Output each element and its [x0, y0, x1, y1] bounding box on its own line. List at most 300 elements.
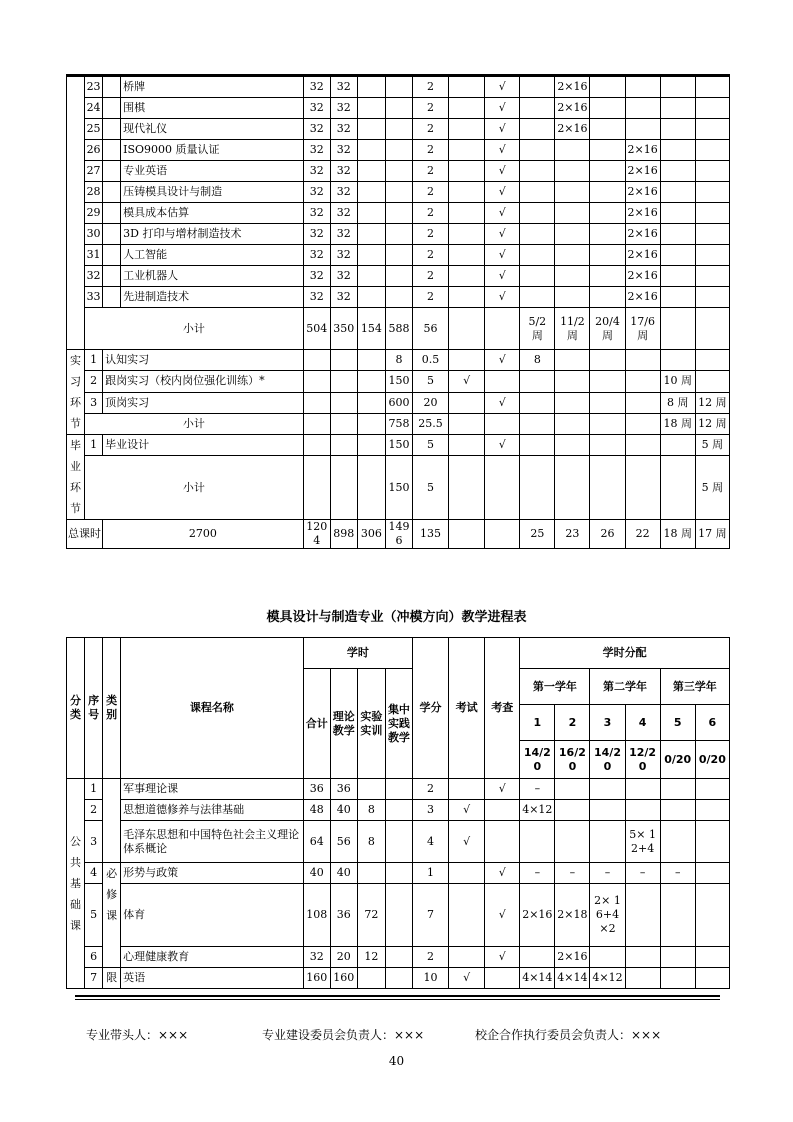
course-number: 2 — [85, 371, 103, 392]
cell-s1 — [520, 119, 555, 140]
cell-s1 — [520, 371, 555, 392]
cell-s2 — [555, 800, 590, 821]
cell-s3 — [590, 821, 625, 863]
cell-lab — [357, 161, 385, 182]
cell-credit: 10 — [412, 968, 448, 989]
cell-s4: 2×16 — [625, 140, 660, 161]
subtotal-credit: 25.5 — [413, 413, 449, 434]
cell-check: √ — [485, 245, 520, 266]
table-cell — [357, 435, 385, 456]
cell-theory: 32 — [330, 98, 357, 119]
committee-signature: 专业建设委员会负责人：××× — [262, 1028, 425, 1042]
public-foundation-label: 公共基础课 — [67, 779, 85, 989]
header-weeks: 16/20 — [555, 741, 590, 779]
table-cell — [590, 413, 625, 434]
table-cell — [303, 456, 330, 520]
header-weeks: 14/20 — [520, 741, 555, 779]
course-number: 29 — [85, 203, 103, 224]
header-weeks: 12/20 — [625, 741, 660, 779]
cell-total: 40 — [303, 863, 330, 884]
table-row — [67, 435, 730, 456]
table-cell — [625, 435, 660, 456]
cell-s1: 4×12 — [520, 800, 555, 821]
cell-theory: 32 — [330, 161, 357, 182]
course-number: 28 — [85, 182, 103, 203]
course-number: 3 — [85, 392, 103, 413]
table-row — [67, 520, 730, 549]
cell-theory: 32 — [330, 287, 357, 308]
cell-s4 — [625, 800, 660, 821]
internship-group-label: 实习环节 — [67, 350, 85, 435]
course-name: 3D 打印与增材制造技术 — [121, 224, 304, 245]
course-number: 26 — [85, 140, 103, 161]
cell-practice — [385, 161, 412, 182]
cell-s6 — [695, 119, 729, 140]
course-name: 压铸模具设计与制造 — [121, 182, 304, 203]
table-row — [67, 203, 730, 224]
table-cell — [555, 456, 590, 520]
cell-practice — [385, 266, 412, 287]
cell-s1 — [520, 140, 555, 161]
cell-theory: 32 — [330, 224, 357, 245]
cell-check: √ — [485, 350, 520, 371]
cell-credit: 7 — [412, 884, 448, 947]
cell-check: √ — [485, 884, 520, 947]
cell-check: √ — [485, 435, 520, 456]
table-row — [67, 371, 730, 392]
cell-s4: – — [625, 863, 660, 884]
cell-practice — [385, 947, 412, 968]
cell-credit: 5 — [413, 435, 449, 456]
cell-s6 — [695, 140, 729, 161]
subtotal-lab: 154 — [357, 308, 385, 350]
course-name: 模具成本估算 — [121, 203, 304, 224]
cell-s5 — [660, 287, 695, 308]
cell-s3 — [590, 779, 625, 800]
type-cell — [103, 98, 121, 119]
table-cell — [590, 435, 625, 456]
cell-s1 — [520, 392, 555, 413]
course-name: 军事理论课 — [121, 779, 304, 800]
table-cell — [660, 435, 695, 456]
header-lab: 实验实训 — [357, 669, 385, 779]
cell-check: √ — [485, 203, 520, 224]
cell-lab: 72 — [357, 884, 385, 947]
cell-s3 — [590, 182, 625, 203]
table-cell — [625, 392, 660, 413]
cell-credit: 2 — [413, 140, 449, 161]
cell-s3 — [590, 287, 625, 308]
cell-credit: 2 — [413, 266, 449, 287]
total-s5: 18 周 — [660, 520, 695, 549]
table-cell — [449, 435, 485, 456]
cell-s4 — [625, 119, 660, 140]
cell-credit: 2 — [413, 161, 449, 182]
cell-practice — [385, 779, 412, 800]
table-row — [67, 947, 730, 968]
cell-theory: 56 — [330, 821, 357, 863]
type-cell — [103, 287, 121, 308]
course-name: 英语 — [121, 968, 304, 989]
cell-lab — [357, 119, 385, 140]
cell-s5: – — [660, 863, 695, 884]
cell-s6: 12 周 — [695, 392, 729, 413]
cell-s3 — [590, 119, 625, 140]
cell-s4 — [625, 77, 660, 98]
cell-practice: 150 — [385, 371, 412, 392]
cell-lab — [357, 863, 385, 884]
course-name: 思想道德修养与法律基础 — [121, 800, 304, 821]
cell-total: 32 — [303, 140, 330, 161]
cell-s5 — [660, 884, 695, 947]
cell-credit: 3 — [412, 800, 448, 821]
table-cell — [485, 413, 520, 434]
course-number: 3 — [85, 821, 103, 863]
footer-rule-thick — [75, 995, 720, 997]
subtotal-s2: 11/2 周 — [555, 308, 590, 350]
cell-lab — [357, 224, 385, 245]
cell-credit: 2 — [413, 224, 449, 245]
cell-theory: 32 — [330, 140, 357, 161]
cell-exam — [449, 77, 485, 98]
total-credit: 135 — [413, 520, 449, 549]
subtotal-practice: 758 — [385, 413, 412, 434]
cell-practice — [385, 182, 412, 203]
cell-s1: – — [520, 863, 555, 884]
cell-practice — [385, 863, 412, 884]
table-cell — [695, 308, 729, 350]
course-number: 1 — [85, 350, 103, 371]
cell-s3: 4×12 — [590, 968, 625, 989]
cell-s2: 4×14 — [555, 968, 590, 989]
cell-check — [485, 968, 520, 989]
cell-check — [485, 821, 520, 863]
cell-s1 — [520, 224, 555, 245]
table-cell — [590, 392, 625, 413]
cell-s6 — [695, 224, 729, 245]
cell-credit: 2 — [413, 77, 449, 98]
table-cell — [303, 413, 330, 434]
cell-s4: 5× 12+4 — [625, 821, 660, 863]
cell-theory: 32 — [330, 182, 357, 203]
cell-theory: 32 — [330, 119, 357, 140]
table-cell — [485, 308, 520, 350]
cell-check: √ — [485, 287, 520, 308]
header-course-name: 课程名称 — [121, 638, 304, 779]
cell-s6 — [695, 77, 729, 98]
leader-signature: 专业带头人：××× — [86, 1028, 189, 1042]
cell-s3 — [590, 266, 625, 287]
cell-total: 32 — [303, 287, 330, 308]
table-row — [67, 968, 730, 989]
limited-label: 限 — [103, 968, 121, 989]
cell-s2 — [555, 140, 590, 161]
course-name: 先进制造技术 — [121, 287, 304, 308]
table-cell — [590, 371, 625, 392]
table-row — [67, 245, 730, 266]
cell-s5 — [660, 779, 695, 800]
schedule-table-continued — [66, 76, 730, 549]
table-cell — [357, 371, 385, 392]
table-row — [67, 456, 730, 520]
table-cell — [555, 350, 590, 371]
table-cell — [303, 392, 330, 413]
table-row — [67, 287, 730, 308]
type-cell — [103, 224, 121, 245]
course-name: 现代礼仪 — [121, 119, 304, 140]
cell-s4 — [625, 947, 660, 968]
table-row — [67, 224, 730, 245]
cell-credit: 1 — [412, 863, 448, 884]
cell-s1 — [520, 182, 555, 203]
cell-exam — [449, 884, 485, 947]
cell-exam — [449, 140, 485, 161]
cell-lab — [357, 266, 385, 287]
cell-exam — [449, 863, 485, 884]
cell-practice — [385, 287, 412, 308]
table-cell — [449, 520, 485, 549]
course-number: 5 — [85, 884, 103, 947]
cell-s6 — [695, 98, 729, 119]
cell-s4: 2×16 — [625, 182, 660, 203]
cell-exam — [449, 161, 485, 182]
cell-practice — [385, 98, 412, 119]
course-name: 跟岗实习（校内岗位强化训练）* — [103, 371, 304, 392]
cell-exam: √ — [449, 800, 485, 821]
cell-practice — [385, 119, 412, 140]
cell-theory: 36 — [330, 779, 357, 800]
cell-practice: 8 — [385, 350, 412, 371]
table-cell — [555, 392, 590, 413]
cell-total: 32 — [303, 203, 330, 224]
cell-total: 32 — [303, 77, 330, 98]
cell-s6 — [695, 779, 729, 800]
subtotal-theory: 350 — [330, 308, 357, 350]
cell-s5 — [660, 203, 695, 224]
course-number: 2 — [85, 800, 103, 821]
total-label: 总课时 — [67, 520, 103, 549]
total-s3: 26 — [590, 520, 625, 549]
cell-credit: 2 — [413, 245, 449, 266]
cell-s2 — [555, 779, 590, 800]
course-number: 23 — [85, 77, 103, 98]
subtotal-credit: 5 — [413, 456, 449, 520]
cell-practice — [385, 821, 412, 863]
cell-total: 32 — [303, 182, 330, 203]
cell-practice: 150 — [385, 435, 412, 456]
cell-s3 — [590, 161, 625, 182]
header-semester: 4 — [625, 705, 660, 741]
cell-s2: 2×16 — [555, 119, 590, 140]
cell-exam — [449, 392, 485, 413]
course-name: 桥牌 — [121, 77, 304, 98]
table-cell — [555, 435, 590, 456]
table1-body — [67, 77, 730, 549]
cell-lab — [357, 98, 385, 119]
table-cell — [520, 456, 555, 520]
cell-s5 — [660, 266, 695, 287]
subtotal-s5: 18 周 — [660, 413, 695, 434]
table-row — [67, 638, 730, 669]
cell-s6 — [695, 371, 729, 392]
cell-s5: 10 周 — [660, 371, 695, 392]
table-cell — [625, 413, 660, 434]
cell-credit: 5 — [413, 371, 449, 392]
cell-credit: 2 — [412, 779, 448, 800]
course-name: 形势与政策 — [121, 863, 304, 884]
table-cell — [303, 435, 330, 456]
header-semester: 2 — [555, 705, 590, 741]
table-cell — [520, 413, 555, 434]
cell-s5 — [660, 245, 695, 266]
table-cell — [449, 308, 485, 350]
cell-lab — [357, 77, 385, 98]
table-cell — [625, 371, 660, 392]
cell-s4: 2×16 — [625, 203, 660, 224]
table-cell — [625, 350, 660, 371]
cell-s1 — [520, 203, 555, 224]
table-cell — [660, 456, 695, 520]
total-hours: 2700 — [103, 520, 304, 549]
cell-check — [485, 371, 520, 392]
cell-exam — [449, 779, 485, 800]
cell-s5 — [660, 224, 695, 245]
cell-total: 32 — [303, 98, 330, 119]
header-semester: 3 — [590, 705, 625, 741]
cell-s6 — [695, 182, 729, 203]
course-name: 专业英语 — [121, 161, 304, 182]
cell-practice — [385, 224, 412, 245]
cell-s6 — [695, 350, 729, 371]
header-weeks: 0/20 — [695, 741, 729, 779]
cell-s5 — [660, 800, 695, 821]
cell-theory: 20 — [330, 947, 357, 968]
table-cell — [357, 392, 385, 413]
cell-s6 — [695, 266, 729, 287]
table-cell — [303, 371, 330, 392]
header-check: 考查 — [485, 638, 520, 779]
cell-s6 — [695, 800, 729, 821]
cell-s3: – — [590, 863, 625, 884]
cell-s6 — [695, 287, 729, 308]
table-row — [67, 863, 730, 884]
header-year3: 第三学年 — [660, 669, 729, 705]
cell-s3 — [590, 224, 625, 245]
cell-s1 — [520, 266, 555, 287]
cell-s2: 2×18 — [555, 884, 590, 947]
cell-s5 — [660, 119, 695, 140]
header-category: 分类 — [67, 638, 85, 779]
cell-exam — [449, 119, 485, 140]
cell-s1: – — [520, 779, 555, 800]
cell-s2: 2×16 — [555, 77, 590, 98]
cell-s4: 2×16 — [625, 161, 660, 182]
cell-s6 — [695, 884, 729, 947]
cell-total: 32 — [303, 266, 330, 287]
total-total: 1204 — [303, 520, 330, 549]
cell-s1: 4×14 — [520, 968, 555, 989]
table-row — [67, 821, 730, 863]
cell-lab: 12 — [357, 947, 385, 968]
cell-s1: 8 — [520, 350, 555, 371]
cell-s2 — [555, 821, 590, 863]
cell-theory: 32 — [330, 245, 357, 266]
table-row — [67, 119, 730, 140]
header-semester: 6 — [695, 705, 729, 741]
table2-title: 模具设计与制造专业（冲模方向）教学进程表 — [266, 610, 527, 625]
header-theory: 理论教学 — [330, 669, 357, 779]
header-hours: 学时 — [303, 638, 412, 669]
table-cell — [303, 350, 330, 371]
header-weeks: 0/20 — [660, 741, 695, 779]
cell-practice — [385, 968, 412, 989]
table-row — [67, 308, 730, 350]
cell-total: 108 — [303, 884, 330, 947]
cell-total: 32 — [303, 245, 330, 266]
cell-credit: 2 — [412, 947, 448, 968]
cell-check: √ — [485, 392, 520, 413]
cell-s3 — [590, 203, 625, 224]
cell-s5 — [660, 161, 695, 182]
cell-s4: 2×16 — [625, 245, 660, 266]
cell-check: √ — [485, 119, 520, 140]
course-number: 7 — [85, 968, 103, 989]
table-cell — [590, 456, 625, 520]
subtotal-s1: 5/2 周 — [520, 308, 555, 350]
cell-s6: 5 周 — [695, 435, 729, 456]
header-year2: 第二学年 — [590, 669, 660, 705]
cell-lab — [357, 968, 385, 989]
cell-exam — [449, 203, 485, 224]
subtotal-s6: 5 周 — [695, 456, 729, 520]
cell-s2: – — [555, 863, 590, 884]
cell-exam — [449, 245, 485, 266]
table-row — [67, 77, 730, 98]
cell-s4 — [625, 779, 660, 800]
cell-check: √ — [485, 182, 520, 203]
cell-credit: 2 — [413, 98, 449, 119]
total-practice: 1496 — [385, 520, 412, 549]
cell-practice — [385, 140, 412, 161]
table-cell — [485, 456, 520, 520]
table-cell — [357, 413, 385, 434]
cell-s5 — [660, 182, 695, 203]
cell-s2: 2×16 — [555, 947, 590, 968]
cell-exam — [449, 182, 485, 203]
cell-credit: 20 — [413, 392, 449, 413]
cell-s3 — [590, 98, 625, 119]
cell-theory: 32 — [330, 203, 357, 224]
course-number: 30 — [85, 224, 103, 245]
coop-signature: 校企合作执行委员会负责人：××× — [475, 1028, 662, 1042]
cell-exam: √ — [449, 371, 485, 392]
cell-exam — [449, 350, 485, 371]
total-lab: 306 — [357, 520, 385, 549]
subtotal-credit: 56 — [413, 308, 449, 350]
header-number: 序号 — [85, 638, 103, 779]
cell-exam — [449, 224, 485, 245]
cell-s4 — [625, 98, 660, 119]
type-cell — [103, 779, 121, 863]
course-number: 24 — [85, 98, 103, 119]
subtotal-s6: 12 周 — [695, 413, 729, 434]
total-s4: 22 — [625, 520, 660, 549]
cell-s1 — [520, 245, 555, 266]
cell-total: 160 — [303, 968, 330, 989]
table-row — [67, 350, 730, 371]
subtotal-label: 小计 — [85, 413, 304, 434]
cell-s1 — [520, 287, 555, 308]
